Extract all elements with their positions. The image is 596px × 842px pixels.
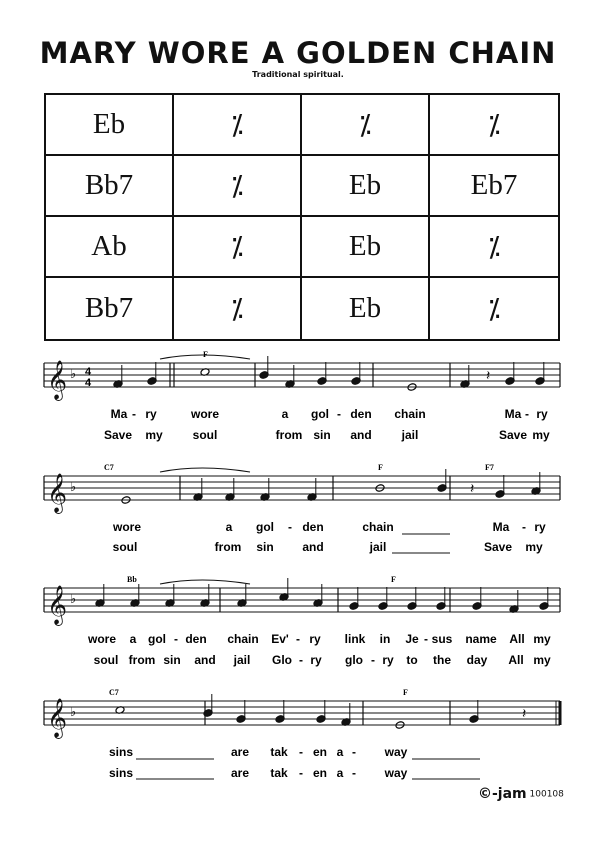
lyric-syllable: ry	[309, 632, 321, 646]
catalog-code: 100108	[529, 789, 564, 800]
tie-arc	[160, 580, 250, 584]
lyric-syllable: wore	[112, 520, 142, 534]
lyric-syllable: sin	[256, 540, 274, 554]
lyric-syllable: my	[525, 540, 543, 554]
chord-cell: Bb7	[46, 156, 174, 217]
lyric-syllable: ry	[310, 653, 322, 667]
lyric-syllable: my	[533, 632, 551, 646]
lyric-syllable: gol	[311, 407, 329, 421]
lyric-hyphen: -	[296, 632, 300, 646]
lyric-syllable: ry	[382, 653, 394, 667]
lyric-syllable: soul	[93, 653, 119, 667]
repeat-bar-icon: ⁒	[487, 292, 501, 325]
lyric-syllable: wore	[87, 632, 117, 646]
lyric-syllable: my	[533, 653, 551, 667]
lyric-syllable: ry	[145, 407, 157, 421]
lyric-hyphen: -	[299, 653, 303, 667]
lyric-syllable: ry	[534, 520, 546, 534]
treble-clef-icon: 𝄞	[47, 585, 68, 625]
lyric-syllable: Ma	[110, 407, 128, 421]
chord-symbol: F	[203, 350, 208, 359]
treble-clef-icon: 𝄞	[47, 360, 68, 400]
lyric-syllable: in	[379, 632, 391, 646]
lyric-syllable: way	[384, 766, 408, 780]
lyric-syllable: a	[336, 766, 344, 780]
flat-icon: ♭	[70, 367, 77, 382]
lyric-syllable: Ma	[504, 407, 522, 421]
tie-arc	[160, 468, 250, 472]
lyric-hyphen: -	[288, 520, 292, 534]
lyric-syllable: glo	[345, 653, 363, 667]
repeat-bar-icon: ⁒	[430, 217, 558, 278]
lyric-hyphen: -	[371, 653, 375, 667]
lyric-syllable: sin	[163, 653, 181, 667]
flat-icon: ♭	[70, 592, 77, 607]
rest-icon: 𝄽	[470, 481, 475, 497]
lyric-syllable: Je	[405, 632, 419, 646]
lyric-syllable: Ma	[492, 520, 510, 534]
lyric-syllable: gol	[256, 520, 274, 534]
repeat-bar-icon: ⁒	[174, 156, 302, 217]
page-subtitle: Traditional spiritual.	[252, 70, 344, 79]
chord-cell: Eb	[302, 217, 430, 278]
lyric-hyphen: -	[525, 407, 529, 421]
lyric-syllable: are	[230, 766, 250, 780]
lyric-syllable: Save	[483, 540, 513, 554]
treble-clef-icon: 𝄞	[47, 698, 68, 738]
lyric-extenders	[136, 534, 480, 779]
lyric-syllable: tak	[270, 766, 288, 780]
lyric-syllable: sins	[108, 766, 134, 780]
lyric-hyphen: -	[522, 520, 526, 534]
copyright-footer	[478, 786, 564, 802]
repeat-bar-icon: ⁒	[174, 217, 302, 278]
copyright-symbol: ©-jam	[478, 786, 527, 802]
lyric-syllable: Save	[103, 428, 133, 442]
lyric-syllable: Ev'	[271, 632, 289, 646]
lyric-syllable: en	[312, 766, 328, 780]
lyric-syllable: a	[225, 520, 233, 534]
lyric-syllable: Save	[498, 428, 528, 442]
lyric-syllable: den	[302, 520, 324, 534]
chord-symbol: F	[403, 688, 408, 697]
chord-cell: Eb7	[430, 156, 558, 217]
lyric-syllable: and	[350, 428, 372, 442]
lyric-syllable: a	[281, 407, 289, 421]
lyric-hyphen: -	[352, 745, 356, 759]
lyric-syllable: wore	[190, 407, 220, 421]
lyric-syllable: day	[466, 653, 488, 667]
flat-icon: ♭	[70, 480, 77, 495]
repeat-bar-icon: ⁒	[174, 95, 302, 156]
lyric-syllable: tak	[270, 745, 288, 759]
lyric-syllable: sus	[431, 632, 453, 646]
lyric-hyphen: -	[132, 407, 136, 421]
chord-symbol: F	[378, 463, 383, 472]
rest-icon: 𝄽	[522, 706, 527, 722]
lyric-syllable: the	[433, 653, 451, 667]
lyric-syllable: link	[344, 632, 366, 646]
lyric-syllable: jail	[369, 540, 387, 554]
lyric-syllable: chain	[362, 520, 394, 534]
repeat-bar-icon: ⁒	[430, 95, 558, 156]
time-signature-bottom: 4	[85, 377, 92, 389]
chord-cell: Eb	[302, 278, 430, 339]
lyric-syllable: my	[145, 428, 163, 442]
chord-cell: Bb7	[46, 278, 174, 339]
page-title: MARY WORE A GOLDEN CHAIN	[39, 36, 557, 70]
lyric-syllable: soul	[112, 540, 138, 554]
lyric-syllable: All	[508, 653, 524, 667]
lyric-syllable: gol	[148, 632, 166, 646]
lyric-syllable: my	[532, 428, 550, 442]
chord-symbol: F	[391, 575, 396, 584]
lyric-syllable: sin	[313, 428, 331, 442]
lyric-syllable: way	[384, 745, 408, 759]
lyric-syllable: ry	[536, 407, 548, 421]
lyric-syllable: to	[406, 653, 418, 667]
chord-cell: Eb	[46, 95, 174, 156]
treble-clef-icon: 𝄞	[47, 473, 68, 513]
lyric-hyphen: -	[299, 766, 303, 780]
lyric-syllable: from	[214, 540, 242, 554]
chord-cell: Ab	[46, 217, 174, 278]
lyric-syllable: chain	[227, 632, 259, 646]
lyric-hyphen: -	[424, 632, 428, 646]
lyric-syllable: All	[509, 632, 525, 646]
time-signature-top: 4	[85, 366, 92, 378]
lyric-syllable: from	[275, 428, 303, 442]
rest-icon: 𝄽	[486, 368, 491, 384]
repeat-bar-icon: ⁒	[174, 278, 302, 339]
lyric-hyphen: -	[337, 407, 341, 421]
lyric-syllable: from	[128, 653, 156, 667]
chord-symbol: C7	[109, 688, 119, 697]
chord-symbol: Bb	[127, 575, 137, 584]
lyric-syllable: Glo	[272, 653, 292, 667]
lyric-syllable: a	[336, 745, 344, 759]
repeat-bar-icon: ⁒	[302, 95, 430, 156]
lyric-syllable: are	[230, 745, 250, 759]
lyric-syllable: sins	[108, 745, 134, 759]
lyric-syllable: den	[185, 632, 207, 646]
lyric-syllable: a	[129, 632, 137, 646]
lyric-syllable: jail	[233, 653, 251, 667]
lyric-syllable: soul	[192, 428, 218, 442]
lyric-syllable: name	[465, 632, 497, 646]
lyric-syllable: and	[302, 540, 324, 554]
lyric-syllable: den	[350, 407, 372, 421]
lyric-hyphen: -	[174, 632, 178, 646]
lyric-syllable: and	[194, 653, 216, 667]
lyric-syllable: jail	[401, 428, 419, 442]
chord-symbol: C7	[104, 463, 114, 472]
lyric-hyphen: -	[299, 745, 303, 759]
chord-symbol: F7	[485, 463, 494, 472]
flat-icon: ♭	[70, 705, 77, 720]
lyric-syllable: chain	[394, 407, 426, 421]
lyric-hyphen: -	[352, 766, 356, 780]
lyric-syllable: en	[312, 745, 328, 759]
chord-cell: Eb	[302, 156, 430, 217]
